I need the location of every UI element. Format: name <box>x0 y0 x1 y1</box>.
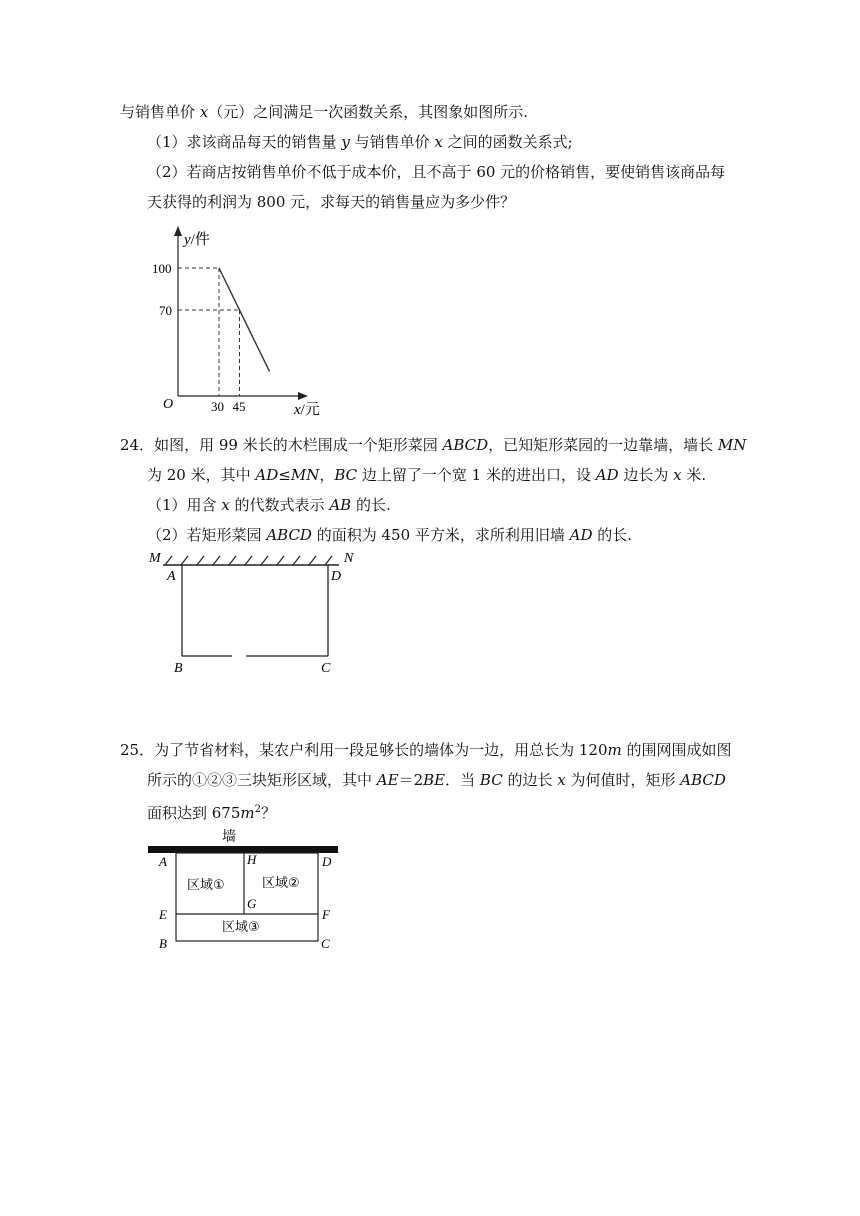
chart-layer <box>152 226 320 418</box>
origin-label: O <box>163 397 174 412</box>
wall-hatching <box>165 556 332 565</box>
x-axis-label: x/元 <box>294 402 320 418</box>
q24-line2: 为 20 米，其中 AD≤MN，BC 边上留了一个宽 1 米的进出口，设 AD 边长为 x 米. <box>147 466 707 484</box>
q23-line1: 与销售单价 x（元）之间满足一次函数关系，其图象如图所示. <box>120 103 529 121</box>
label-d: D <box>322 854 332 869</box>
label-a: A <box>159 854 167 869</box>
label-b: B <box>174 661 183 676</box>
series-line <box>219 268 270 371</box>
y-axis-label: y/件 <box>184 232 210 248</box>
region-3-label: 区域③ <box>222 920 260 935</box>
ytick-100: 100 <box>152 261 172 276</box>
region-1-label: 区域① <box>187 878 225 893</box>
label-n: N <box>344 551 354 566</box>
q25-line2: 所示的①②③三块矩形区域，其中 AE＝2BE．当 BC 的边长 x 为何值时，矩形 ABCD <box>147 771 726 789</box>
region-2-label: 区域② <box>262 876 300 891</box>
label-g: G <box>247 896 257 911</box>
label-a: A <box>167 569 176 584</box>
q23-part2-line1: （2）若商店按销售单价不低于成本价，且不高于 60 元的价格销售，要使销售该商品每 <box>147 163 726 181</box>
q25-line1: 25．为了节省材料，某农户利用一段足够长的墙体为一边，用总长为 120m 的围网围成如图 <box>120 741 732 759</box>
label-c: C <box>321 661 331 676</box>
xtick-30: 30 <box>211 399 224 414</box>
q23-part1: （1）求该商品每天的销售量 y 与销售单价 x 之间的函数关系式; <box>147 133 573 151</box>
region-figure <box>148 826 348 956</box>
wall-bar <box>148 846 338 853</box>
ytick-70: 70 <box>159 303 172 318</box>
q24-number: 24． <box>120 436 155 454</box>
q24-part1: （1）用含 x 的代数式表示 AB 的长. <box>147 496 391 514</box>
label-m: M <box>149 551 161 566</box>
sales-price-chart <box>150 222 350 422</box>
label-b: B <box>159 936 167 951</box>
label-wall: 墙 <box>222 829 236 845</box>
q23-part2-line2: 天获得的利润为 800 元，求每天的销售量应为多少件？ <box>147 193 516 211</box>
label-e: E <box>159 907 167 922</box>
q25-number: 25． <box>120 741 155 759</box>
label-f: F <box>322 907 330 922</box>
x-axis-arrow <box>298 392 308 400</box>
label-d: D <box>331 569 342 584</box>
label-c: C <box>321 936 330 951</box>
xtick-45: 45 <box>232 399 246 414</box>
q25-line3: 面积达到 $675m^2$？ <box>147 804 277 822</box>
q24-part2: （2）若矩形菜园 ABCD 的面积为 450 平方米，求所利用旧墙 AD 的长. <box>147 526 633 544</box>
q24-line1: 24．如图，用 99 米长的木栏围成一个矩形菜园 ABCD，已知矩形菜园的一边靠墙，墙长 MN <box>120 436 747 454</box>
label-h: H <box>247 852 257 867</box>
garden-figure <box>145 548 375 678</box>
y-axis-arrow <box>174 226 182 236</box>
